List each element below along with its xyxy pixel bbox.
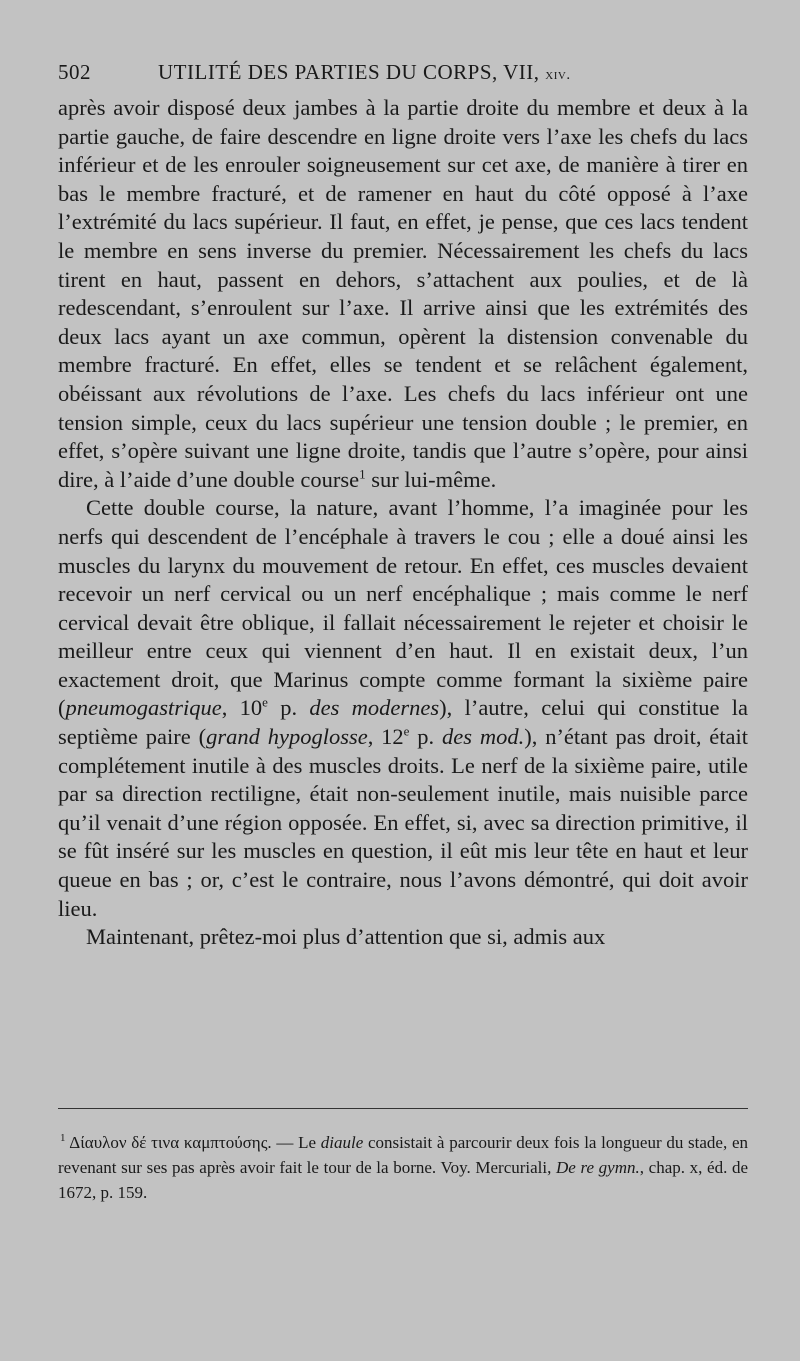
running-header — [58, 60, 748, 90]
text-run: sur lui-même. — [365, 466, 497, 492]
text-run: p. — [409, 724, 443, 750]
italic-text: diaule — [320, 1133, 364, 1152]
italic-text: De re gymn. — [556, 1158, 640, 1177]
italic-text: des modernes — [309, 695, 440, 721]
italic-text: pneumogastrique — [65, 695, 222, 721]
running-title-section: xiv. — [545, 67, 571, 83]
text-run: consistait à parcourir deux fois la longueur du stade, en revenant sur ses pas après avoir fait le tour de la borne. Voy. Mercuriali, — [58, 1133, 748, 1177]
text-run: , 10 — [221, 695, 263, 721]
text-run: , 12 — [367, 724, 404, 750]
text-run: Maintenant, prêtez-moi plus d’attention que si, admis aux — [86, 924, 606, 950]
superscript: e — [262, 694, 268, 710]
superscript: 1 — [359, 466, 366, 482]
text-run: ), n’étant pas droit, était complétement inutile à des muscles droits. Le nerf de la sixième paire, utile par sa direction rectiligne, était non-seulement inutile, mais nuisible parce qu’il venait d’une région opposée. En effet, si, avec sa direction primitive, il se fût inséré sur les muscles en question, il eût mis leur tête en haut et leur queue en bas ; or, c’est le contraire, nous l’avons démontré, qui doit avoir lieu. — [58, 724, 749, 921]
text-run: après avoir disposé deux jambes à la partie droite du membre et deux à la partie gauche, de faire descendre en ligne droite vers l’axe les chefs du lacs inférieur et de les enrouler soigneusement sur cet axe, de manière à tirer en bas le membre fracturé, et de ramener en haut du côté opposé à l’axe l’extrémité du lacs supérieur. Il faut, en effet, je pense, que ces lacs tendent le membre en sens inverse du premier. Nécessairement les chefs du lacs tirent en haut, passent en dehors, s’attachent aux poulies, et de là redescendant, s’enroulent sur l’axe. Il arrive ainsi que les extrémités des deux lacs ayant un axe commun, opèrent la distension convenable du membre fracturé. En effet, elles se tendent et se relâchent également, obéissant aux révolutions de l’axe. Les chefs du lacs inférieur ont une tension simple, ceux du lacs supérieur une tension double ; le premier, en effet, s’opère suivant une ligne droite, tandis que l’autre s’opère, pour ainsi dire, à l’aide d’une double course — [58, 95, 748, 492]
text-run: p. — [267, 695, 310, 721]
text-run: Cette double course, la nature, avant l’homme, l’a imaginée pour les nerfs qui descendent de l’encéphale à travers le cou ; elle a doué ainsi les muscles du larynx du mouvement de retour. En effet, ces muscles devaient recevoir un nerf cervical ou un nerf encéphalique ; mais comme le nerf cervical devait être oblique, il fallait nécessairement le rejeter et choisir le meilleur entre ceux qui viennent d’en haut. Il en existait deux, l’un exactement droit, que Marinus compte comme formant la sixième paire ( — [58, 495, 748, 721]
italic-text: des mod. — [442, 724, 525, 750]
footnote-divider — [58, 1108, 748, 1109]
footnote-text — [58, 1133, 748, 1202]
footnote-marker: 1 — [60, 1132, 66, 1145]
text-run: ), l’autre, celui qui constitue la septième paire ( — [58, 695, 749, 750]
paragraph — [58, 923, 748, 952]
running-title-text: UTILITÉ DES PARTIES DU CORPS, VII, — [158, 60, 540, 84]
paragraph — [58, 94, 748, 494]
text-run: Δίαυλον δέ τινα καμπτούσης. — Le — [69, 1133, 321, 1152]
footnote — [58, 1130, 748, 1205]
page-number: 502 — [58, 60, 91, 84]
paragraph — [58, 494, 748, 923]
superscript: e — [403, 723, 410, 739]
text-run: , chap. x, éd. de 1672, p. 159. — [58, 1158, 749, 1202]
italic-text: grand hypoglosse — [206, 724, 368, 750]
main-text — [58, 94, 748, 952]
running-title — [158, 60, 571, 85]
